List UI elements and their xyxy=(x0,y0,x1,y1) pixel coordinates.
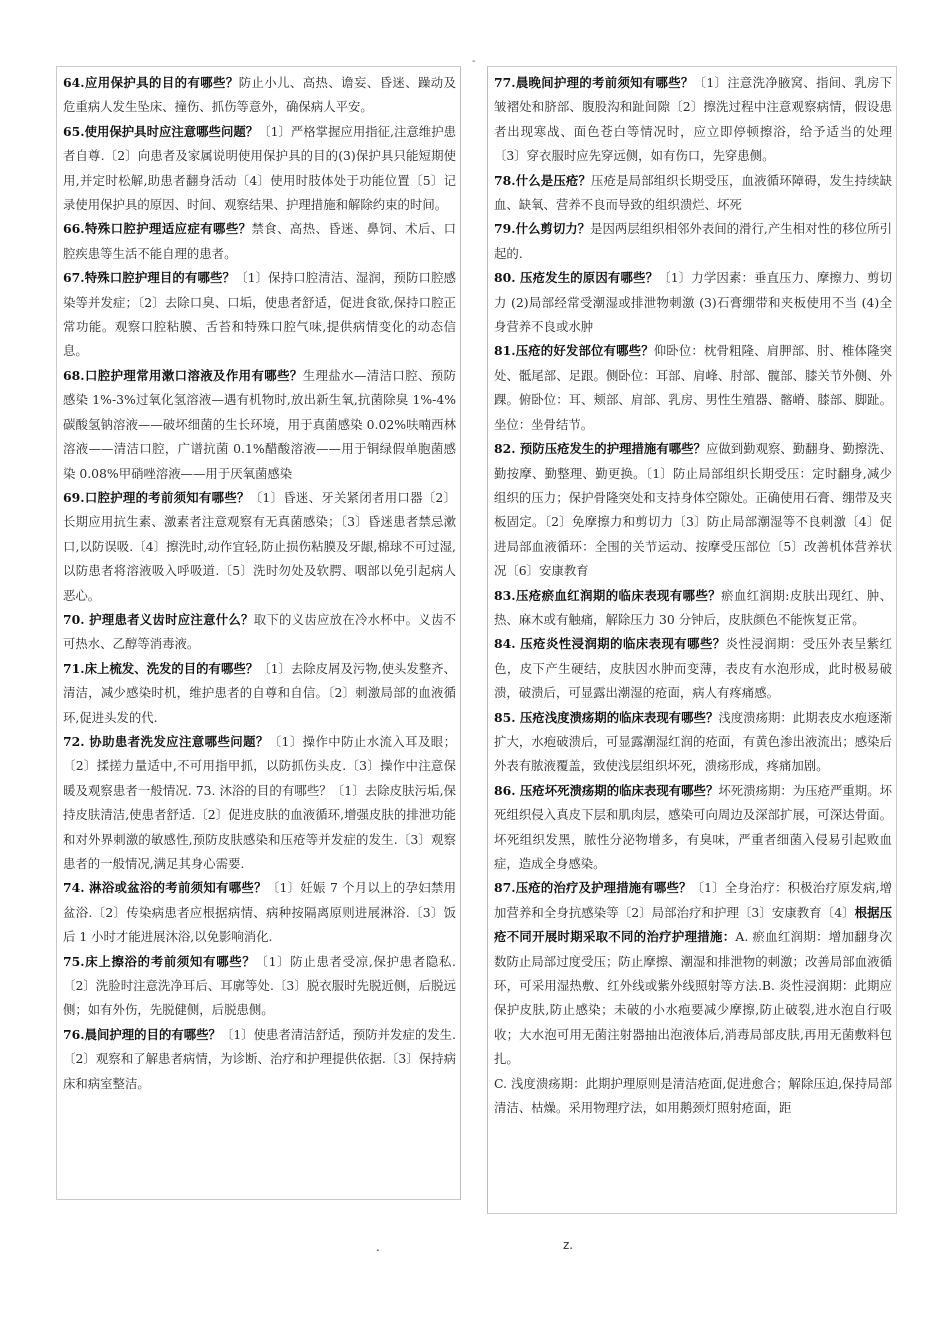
qa-item-79 xyxy=(494,217,892,266)
answer-74: 〔1〕妊娠 7 个月以上的孕妇禁用盆浴.〔2〕传染病患者应根据病情、病种按隔离原则进展淋浴.〔3〕饭后 1 小时才能进展沐浴,以免影响消化. xyxy=(63,880,456,945)
question-82: 82. 预防压疮发生的护理措施有哪些？ xyxy=(494,441,706,457)
question-65: 65.使用保护具时应注意哪些问题？ xyxy=(63,123,259,139)
answer-66: 禁食、高热、昏迷、鼻饲、术后、口腔疾患等生活不能自理的患者。 xyxy=(63,221,456,261)
qa-item-69 xyxy=(63,486,456,608)
question-84: 84. 压疮炎性浸润期的临床表现有哪些？ xyxy=(494,636,726,652)
answer-79: 是因两层组织相邻外表间的滑行,产生相对性的移位所引起的. xyxy=(494,221,892,261)
answer-84: 炎性浸润期：受压外表呈紫红色，皮下产生硬结，皮肤因水肿而变薄，表皮有水泡形成，此时极易破溃，破溃后，可显露出潮湿的疮面，病人有疼痛感。 xyxy=(494,636,892,701)
answer-78: 压疮是局部组织长期受压，血液循环障碍，发生持续缺血、缺氧、营养不良而导致的组织溃烂、坏死 xyxy=(494,172,893,213)
qa-item-84 xyxy=(494,632,892,705)
qa-item-78 xyxy=(494,169,892,218)
question-86: 86. 压疮坏死溃疡期的临床表现有哪些？ xyxy=(494,782,719,798)
question-68: 68.口腔护理常用漱口溶液及作用有哪些？ xyxy=(63,367,303,383)
qa-item-65 xyxy=(63,120,456,218)
footer-left-mark: . xyxy=(376,1240,380,1254)
answer-72: 〔1〕操作中防止水流入耳及眼；〔2〕揉搓力量适中,不可用指甲抓，以防抓伤头皮.〔3〕操作中注意保暖及观察患者一般情况. 73. 沐浴的目的有哪些？〔1〕去除皮肤污垢,保持皮肤清洁,使患者舒适.〔2〕促进皮肤的血液循环,增强皮肤的排泄功能和对外界刺激的敏感性,预防皮肤感染和压疮等并发症的发生.〔3〕观察患者的一般情况,满足其身心需要. xyxy=(63,733,456,871)
question-72: 72. 协助患者洗发应注意哪些问题？ xyxy=(63,733,269,749)
qa-item-76 xyxy=(63,1023,456,1096)
question-75: 75.床上擦浴的考前须知有哪些？ xyxy=(63,953,256,969)
qa-item-82 xyxy=(494,437,892,583)
answer-76: 〔1〕使患者清洁舒适，预防并发症的发生.〔2〕观察和了解患者病情，为诊断、治疗和护理提供依据.〔3〕保持病床和病室整洁。 xyxy=(63,1026,456,1091)
question-66: 66.特殊口腔护理适应症有哪些？ xyxy=(63,221,252,237)
question-77: 77.晨晚间护理的考前须知有哪些？ xyxy=(494,75,694,90)
qa-item-87-continued xyxy=(494,1072,892,1121)
answer-86: 坏死溃疡期：为压疮严重期。坏死组织侵入真皮下层和肌肉层，感染可向周边及深部扩展，可深达骨面。坏死组织发黑，脓性分泌物增多，有臭味，严重者细菌入侵易引起败血症，造成全身感染。 xyxy=(494,782,893,871)
question-70: 70. 护理患者义齿时应注意什么？ xyxy=(63,611,254,627)
answer-85: 浅度溃疡期：此期表皮水疱逐渐扩大，水疱破溃后，可显露潮湿红润的疮面，有黄色渗出液流出；感染后外表有脓液覆盖，致使浅层组织坏死，溃疡形成，疼痛加剧。 xyxy=(494,709,893,774)
qa-item-75 xyxy=(63,950,456,1023)
answer-75: 〔1〕防止患者受凉,保护患者隐私.〔2〕洗脸时注意洗净耳后、耳廓等处.〔3〕脱衣服时先脱近侧，后脱远侧；如有外伤，先脱健侧，后脱患侧。 xyxy=(63,953,456,1018)
left-column xyxy=(56,66,461,1200)
qa-item-66 xyxy=(63,217,456,266)
question-74: 74. 淋浴或盆浴的考前须知有哪些？ xyxy=(63,880,267,896)
question-79: 79.什么剪切力？ xyxy=(494,221,591,237)
qa-item-72 xyxy=(63,730,456,876)
qa-item-86 xyxy=(494,779,892,877)
answer-70: 取下的义齿应放在冷水杯中。义齿不可热水、乙醇等消毒液。 xyxy=(63,611,457,652)
qa-item-80 xyxy=(494,266,892,339)
qa-item-67 xyxy=(63,266,456,364)
answer-87-sub: A. 瘀血红润期：增加翻身次数防止局部过度受压；防止摩擦、潮湿和排泄物的刺激；改善局部血液循环，可采用湿热敷、红外线或紫外线照射等方法.B. 炎性浸润期：此期应保护皮肤,防止感染；未破的小水疱要减少摩擦,防止破裂,进水泡自行吸收；大水泡可用无菌注射器抽出泡液体后,消毒局部皮肤,再用无菌敷料包扎。 xyxy=(494,929,893,1067)
answer-69: 〔1〕昏迷、牙关紧闭者用口器〔2〕长期应用抗生素、激素者注意观察有无真菌感染；〔3〕昏迷患者禁忌漱口,以防误吸.〔4〕擦洗时,动作宜轻,防止损伤粘膜及牙龈,棉球不可过湿,以防患者将溶液吸入呼吸道.〔5〕洗时勿处及软腭、咽部以免引起病人恶心。 xyxy=(63,489,456,603)
question-85: 85. 压疮浅度溃疡期的临床表现有哪些？ xyxy=(494,709,719,725)
question-80: 80. 压疮发生的原因有哪些？ xyxy=(494,270,659,286)
question-69: 69.口腔护理的考前须知有哪些？ xyxy=(63,489,250,505)
question-67: 67.特殊口腔护理目的有哪些？ xyxy=(63,270,236,286)
answer-81: 仰卧位：枕骨粗隆、肩胛部、肘、椎体隆突处、骶尾部、足跟。侧卧位：耳部、肩峰、肘部、髋部、膝关节外侧、外踝。俯卧位：耳、颊部、肩部、乳房、男性生殖器、髂嵴、膝部、脚趾。坐位：坐骨结节。 xyxy=(494,343,893,432)
answer-68: 生理盐水—清洁口腔、预防感染 1%-3%过氧化氢溶液—遇有机物时,放出新生氧,抗菌除臭 1%-4%碳酸氢钠溶液——破坏细菌的生长环境，用于真菌感染 0.02%呋喃西林溶液——清洁口腔，广谱抗菌 0.1%醋酸溶液——用于铜绿假单胞菌感染 0.08%甲硝唑溶液——用于厌氧菌感染 xyxy=(63,367,456,481)
qa-item-68 xyxy=(63,364,456,486)
right-column xyxy=(487,66,897,1214)
footer-right-mark: z. xyxy=(563,1238,574,1252)
answer-80: 〔1〕力学因素：垂直压力、摩擦力、剪切力 (2)局部经常受潮湿或排泄物刺激 (3)石膏绷带和夹板使用不当 (4)全身营养不良或水肿 xyxy=(494,270,892,335)
qa-item-74 xyxy=(63,876,456,949)
qa-item-64 xyxy=(63,71,456,120)
question-71: 71.床上梳发、洗发的目的有哪些？ xyxy=(63,660,259,676)
question-64: 64.应用保护具的目的有哪些？ xyxy=(63,75,239,90)
answer-65: 〔1〕严格掌握应用指征,注意维护患者自尊.〔2〕向患者及家属说明使用保护具的目的(3)保护具只能短期使用,并定时松解,助患者翻身活动〔4〕使用时肢体处于功能位置〔5〕记录使用保护具的原因、时间、观察结果、护理措施和解除约束的时间。 xyxy=(63,123,456,213)
qa-item-85 xyxy=(494,706,892,779)
question-76: 76.晨间护理的目的有哪些？ xyxy=(63,1026,221,1042)
question-83: 83.压疮瘀血红润期的临床表现有哪些？ xyxy=(494,587,722,603)
question-81: 81.压疮的好发部位有哪些？ xyxy=(494,343,654,359)
qa-item-83 xyxy=(494,584,892,633)
header-mark: - xyxy=(472,56,476,67)
answer-64: 防止小儿、高热、谵妄、昏迷、躁动及危重病人发生坠床、撞伤、抓伤等意外，确保病人平安。 xyxy=(63,75,457,115)
qa-item-87 xyxy=(494,876,892,1071)
question-87: 87.压疮的治疗及护理措施有哪些？ xyxy=(494,880,692,896)
qa-item-70 xyxy=(63,608,456,657)
answer-87-continued: C. 浅度溃疡期：此期护理原则是清洁疮面,促进愈合；解除压迫,保持局部清洁、枯燥。采用物理疗法，如用鹅颈灯照射疮面，距 xyxy=(494,1075,892,1116)
qa-item-81 xyxy=(494,339,892,437)
answer-87: 〔1〕全身治疗：积极治疗原发病,增加营养和全身抗感染等〔2〕局部治疗和护理〔3〕安康教育〔4〕 xyxy=(494,880,893,920)
answer-83: 瘀血红润期:皮肤出现红、肿、热、麻木或有触痛，解除压力 30 分钟后，皮肤颜色不能恢复正常。 xyxy=(494,587,892,627)
question-87-sub: 根据压疮不同开展时期采取不同的治疗护理措施： xyxy=(494,904,893,945)
question-78: 78.什么是压疮？ xyxy=(494,172,592,188)
answer-67: 〔1〕保持口腔清洁、湿润，预防口腔感染等并发症；〔2〕去除口臭、口垢，使患者舒适，促进食欲,保持口腔正常功能。观察口腔粘膜、舌苔和特殊口腔气味,提供病情变化的动态信息。 xyxy=(63,270,456,359)
answer-71: 〔1〕去除皮屑及污物,使头发整齐、清洁，减少感染时机，维护患者的自尊和自信。〔2〕刺激局部的血液循环,促进头发的代. xyxy=(63,660,456,725)
answer-82: 应做到勤观察、勤翻身、勤擦洗、勤按摩、勤整理、勤更换。〔1〕防止局部组织长期受压：定时翻身,减少组织的压力；保护骨隆突处和支持身体空隙处。正确使用石膏、绷带及夹板固定。〔2〕免摩擦力和剪切力〔3〕防止局部潮湿等不良刺激〔4〕促进局部血液循环：全围的关节运动、按摩受压部位〔5〕改善机体营养状况〔6〕安康教育 xyxy=(494,441,893,579)
qa-item-77 xyxy=(494,71,892,169)
answer-77: 〔1〕注意洗净腋窝、指间、乳房下皱褶处和脐部、腹股沟和趾间隙〔2〕擦洗过程中注意观察病情，假设患者出现寒战、面色苍白等情况时，应立即停顿擦浴，给予适当的处理〔3〕穿衣服时应先穿远侧，如有伤口，先穿患侧。 xyxy=(494,75,892,164)
qa-item-71 xyxy=(63,657,456,730)
